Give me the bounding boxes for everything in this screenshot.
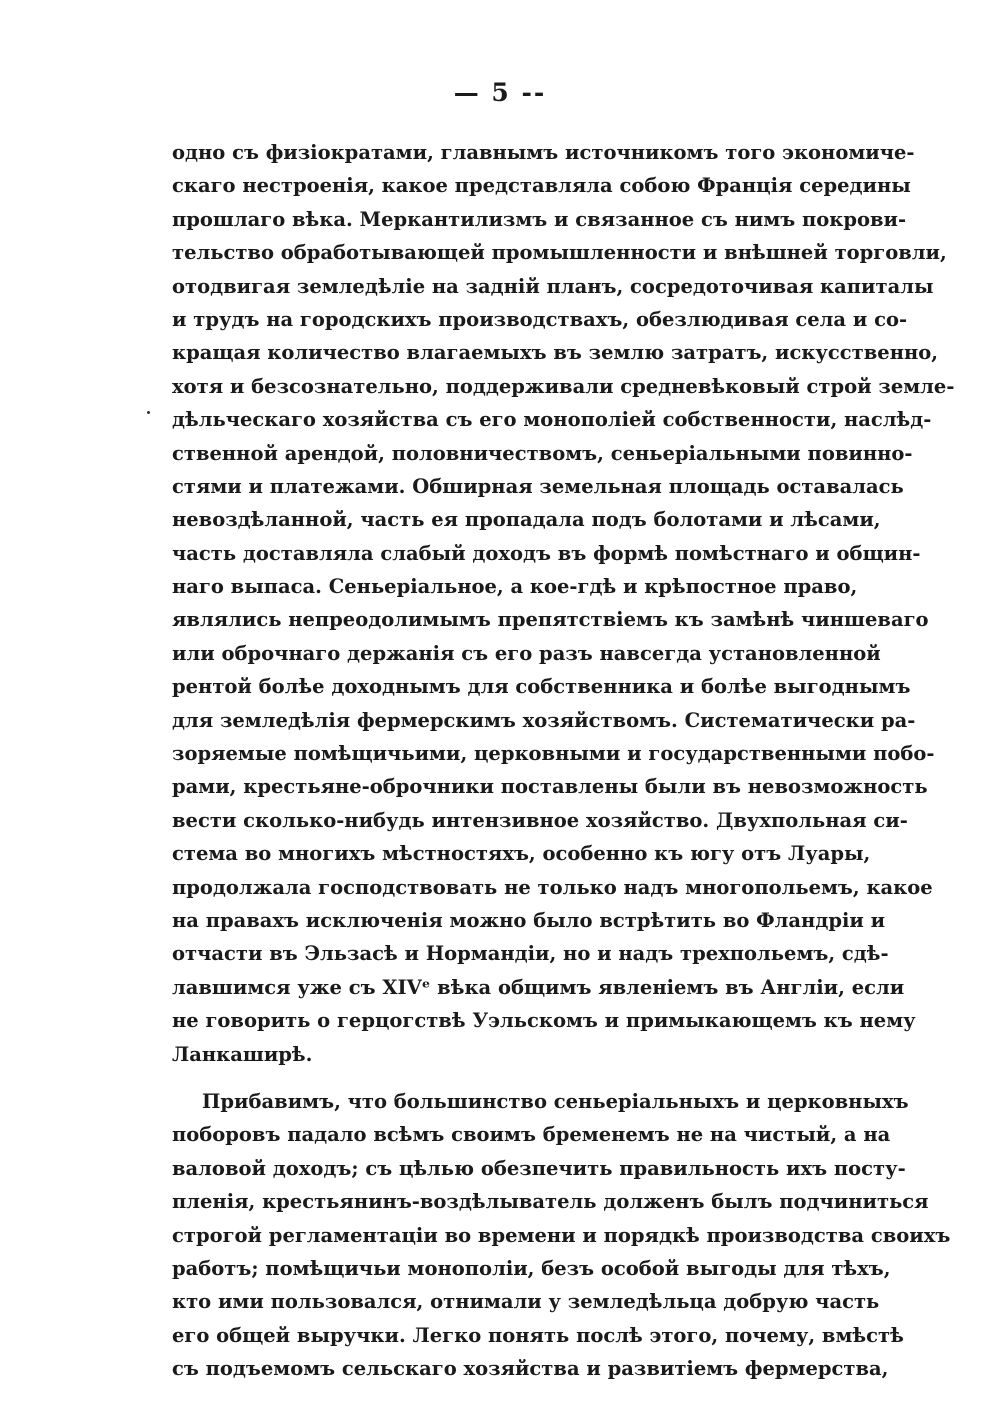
text-line: стема во многихъ мѣстностяхъ, особенно къ югу отъ Луары, [172,842,871,866]
text-line: кто ими пользовался, отнимали у земледѣльца добрую часть [172,1290,880,1314]
text-line: одно съ физіократами, главнымъ источникомъ того экономиче- [172,141,915,164]
scan-speck [147,411,150,414]
text-line: наго выпаса. Сеньеріальное, а кое-гдѣ и крѣпостное право, [172,575,858,599]
paragraph-1 [172,136,955,1071]
text-line: пленія, крестьянинъ-воздѣлыватель долженъ былъ подчиниться [172,1190,929,1214]
text-line: отчасти въ Эльзасѣ и Нормандіи, но и надъ трехпольемъ, сдѣ- [172,942,889,966]
text-line: скаго нестроенія, какое представляла собою Франція середины [172,174,911,198]
paragraph-gap [172,1071,852,1085]
text-line: кращая количество влагаемыхъ въ землю затратъ, искусственно, [172,341,939,365]
text-line: продолжала господствовать не только надъ многопольемъ, какое [172,875,933,899]
page-number: — 5 -- [453,78,547,107]
text-line: для земледѣлія фермерскимъ хозяйствомъ. Систематически ра- [172,708,916,732]
paragraph-2 [172,1085,951,1386]
text-line: Ланкаширѣ. [172,1042,313,1066]
text-line: валовой доходъ; съ цѣлью обезпечить правильность ихъ посту- [172,1156,906,1180]
text-line: поборовъ падало всѣмъ своимъ бременемъ не на чистый, а на [172,1123,891,1147]
text-line: на правахъ исключенія можно было встрѣтить во Фландріи и [172,908,886,932]
text-line: отодвигая земледѣліе на задній планъ, сосредоточивая капиталы [172,274,934,298]
text-line: съ подъемомъ сельскаго хозяйства и развитіемъ фермерства, [172,1357,889,1381]
text-line: строгой регламентаціи во времени и порядкѣ производства своихъ [172,1223,951,1247]
text-line: часть доставляла слабый доходъ въ формѣ помѣстнаго и общин- [172,541,921,565]
text-line: дѣльческаго хозяйства съ его монополіей собственности, наслѣд- [172,408,932,432]
text-line: тельство обработывающей промышленности и внѣшней торговли, [172,241,947,265]
text-line: его общей выручки. Легко понять послѣ этого, почему, вмѣстѣ [172,1323,904,1347]
text-line: стями и платежами. Обширная земельная площадь оставалась [172,474,904,498]
text-line: прошлаго вѣка. Меркантилизмъ и связанное съ нимъ покрови- [172,207,907,231]
text-line: рами, крестьяне-оброчники поставлены были въ невозможность [172,775,928,799]
text-line: Прибавимъ, что большинство сеньеріальныхъ и церковныхъ [202,1089,909,1113]
text-line: или оброчнаго держанія съ его разъ навсегда установленной [172,641,881,665]
text-line: вести сколько-нибудь интензивное хозяйство. Двухпольная си- [172,808,908,832]
text-line: являлись непреодолимымъ препятствіемъ къ замѣнѣ чиншеваго [172,608,929,632]
text-line: зоряемые помѣщичьими, церковными и государственными побо- [172,742,935,766]
text-line: работъ; помѣщичьи монополіи, безъ особой выгоды для тѣхъ, [172,1256,891,1280]
text-line: рентой болѣе доходнымъ для собственника и болѣе выгоднымъ [172,675,911,699]
text-line: невоздѣланной, часть ея пропадала подъ болотами и лѣсами, [172,508,881,532]
text-line: и трудъ на городскихъ производствахъ, обезлюдивая села и со- [172,307,908,331]
text-line: не говорить о герцогствѣ Уэльскомъ и примыкающемъ къ нему [172,1009,916,1033]
text-line: хотя и безсознательно, поддерживали средневѣковый строй земле- [172,374,955,398]
text-line: ственной арендой, половничествомъ, сеньеріальными повинно- [172,441,913,465]
body-text [172,136,955,1385]
text-line: лавшимся уже съ XIVᵉ вѣка общимъ явленіемъ въ Англіи, если [172,975,905,999]
